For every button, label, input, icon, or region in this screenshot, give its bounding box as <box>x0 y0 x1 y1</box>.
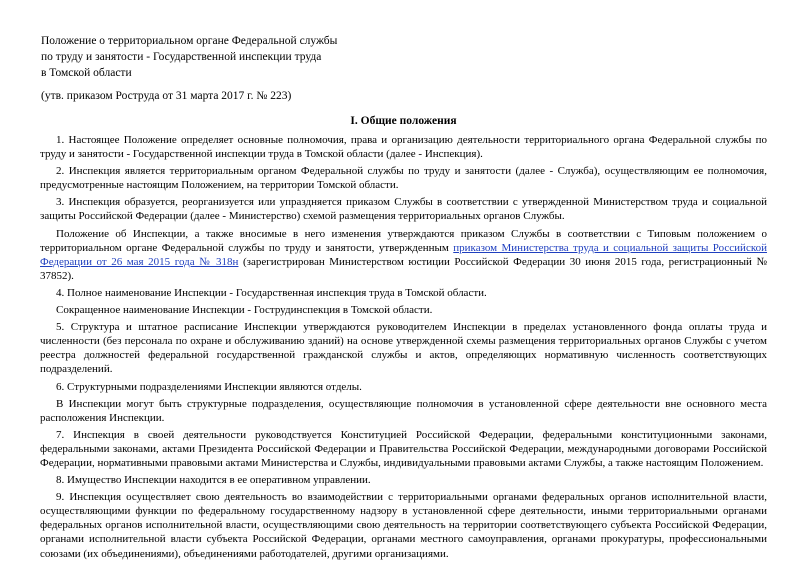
paragraph-7: 7. Инспекция в своей деятельности руководствуется Конституцией Российской Федерации, федеральными конституционными законами, федеральными законами, актами Президента Российской Федерации и Правительства Российской Федерации, международными договорами Российской Федерации, нормативными правовыми актами Министерства и Службы, индивидуальными правовыми актами Службы, а также настоящим Положением. <box>40 428 767 469</box>
paragraph-5: 5. Структура и штатное расписание Инспекции утверждаются руководителем Инспекции в пределах установленного фонда оплаты труда и численности (без персонала по охране и обслуживанию зданий) на основе утвержденной схемы размещения территориальных органов Службы с учетом реестра должностей федеральной государственной гражданской службы и актов, определяющих нормативную численность соответствующих подразделений. <box>40 321 767 376</box>
document-body <box>40 133 767 564</box>
paragraph-4-short-name: Сокращенное наименование Инспекции - Гострудинспекция в Томской области. <box>56 304 433 317</box>
paragraph-8: 8. Имущество Инспекции находится в ее оперативном управлении. <box>56 474 371 487</box>
section-title: I. Общие положения <box>350 115 457 127</box>
paragraph-9: 9. Инспекция осуществляет свою деятельность во взаимодействии с территориальными органами федеральных органов исполнительной власти, осуществляющими функции по федеральному государственному надзору в установленной сфере деятельности, иными территориальными органами федеральных органов исполнительной власти, осуществляющими свою деятельность на территории соответствующего субъекта Российской Федерации, органами исполнительной власти субъекта Российской Федерации, органами местного самоуправления, органами прокуратуры, профессиональными союзами (их объединениями), объединениями работодателей, другими организациями. <box>40 491 767 560</box>
paragraph-1: 1. Настоящее Положение определяет основные полномочия, права и организацию деятельности территориального органа Федеральной службы по труду и занятости - Государственной инспекции труда в Томской области (далее - Инспекция). <box>40 134 767 161</box>
document-header <box>41 33 337 81</box>
paragraph-2: 2. Инспекция является территориальным органом Федеральной службы по труду и занятости (далее - Служба), осуществляющим ее полномочия, предусмотренные настоящим Положением, на территории Томской области. <box>40 165 767 192</box>
paragraph-3-continued-tail: (зарегистрирован Министерством юстиции Российской Федерации 30 июня 2015 года, регистрационный № 37852). <box>40 255 767 282</box>
paragraph-3-continued <box>40 227 767 283</box>
header-line-3: в Томской области <box>41 67 132 79</box>
paragraph-6: 6. Структурными подразделениями Инспекции являются отделы. <box>56 380 362 393</box>
header-line-2: по труду и занятости - Государственной инспекции труда <box>41 51 322 63</box>
paragraph-3: 3. Инспекция образуется, реорганизуется или упраздняется приказом Службы в соответствии с утвержденной Министерством труда и социальной защиты Российской Федерации (далее - Министерство) схемой размещения территориальных органов Службы. <box>40 196 767 223</box>
ministry-order-link[interactable]: приказом Министерства труда и социальной защиты Российской Федерации от 26 мая 2015 года № 318н <box>40 241 768 268</box>
approval-note: (утв. приказом Роструда от 31 марта 2017 г. № 223) <box>41 90 292 102</box>
header-line-1: Положение о территориальном органе Федеральной службы <box>41 35 338 47</box>
paragraph-6-continued: В Инспекции могут быть структурные подразделения, осуществляющие полномочия в установленной сфере деятельности вне основного места расположения Инспекции. <box>40 397 767 424</box>
paragraph-3-continued-text: Положение об Инспекции, а также вносимые в него изменения утверждаются приказом Службы в соответствии с Типовым положением о территориальном органе Федеральной службы по труду и занятости, утвержденным <box>40 227 767 254</box>
paragraph-4: 4. Полное наименование Инспекции - Государственная инспекция труда в Томской области. <box>56 286 487 299</box>
